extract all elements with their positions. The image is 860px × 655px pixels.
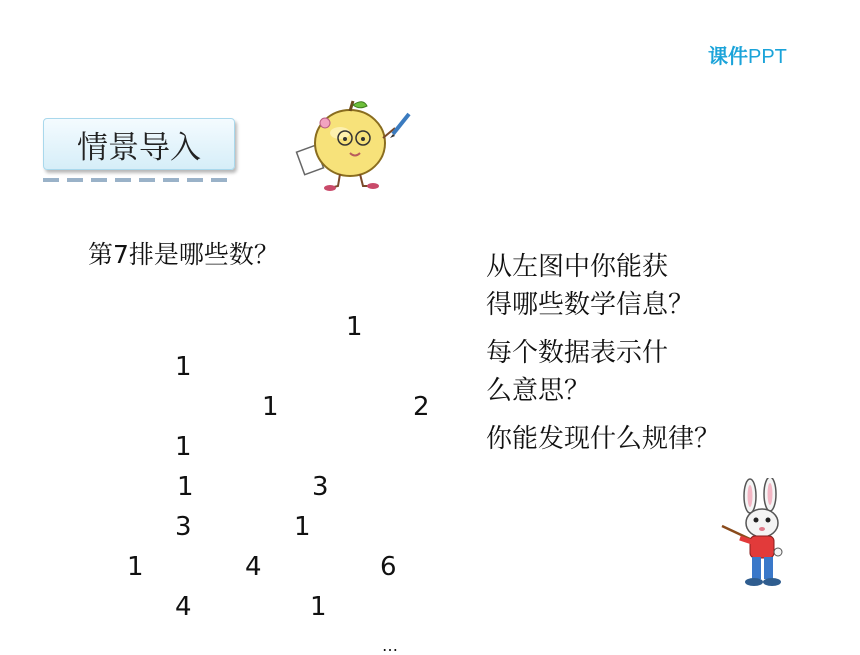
triangle-number: 3 — [312, 472, 329, 502]
apple-character-icon — [295, 98, 420, 193]
triangle-number: 1 — [175, 352, 192, 382]
continuation-dots: … — [382, 636, 399, 655]
brand-logo-bold: 课件 — [708, 46, 748, 68]
triangle-number: 6 — [380, 552, 397, 582]
prompt-math-info: 从左图中你能获 得哪些数学信息？ — [486, 252, 695, 320]
triangle-number: 1 — [262, 392, 279, 422]
triangle-number: 1 — [346, 312, 363, 342]
brand-logo — [708, 40, 787, 69]
section-divider — [43, 178, 235, 182]
triangle-number: 1 — [175, 432, 192, 462]
triangle-number: 2 — [413, 392, 430, 422]
triangle-number: 1 — [127, 552, 144, 582]
triangle-number: 1 — [310, 592, 327, 622]
triangle-number: 1 — [294, 512, 311, 542]
section-title: 情景导入 — [43, 118, 235, 170]
rabbit-teacher-icon — [720, 478, 805, 593]
triangle-number: 4 — [245, 552, 262, 582]
triangle-number: 1 — [177, 472, 194, 502]
triangle-number: 4 — [175, 592, 192, 622]
prompt-find-pattern: 你能发现什么规律？ — [486, 424, 721, 454]
discussion-prompts — [486, 248, 806, 468]
triangle-number: 3 — [175, 512, 192, 542]
brand-logo-rest: PPT — [748, 46, 787, 68]
question-text: 第7排是哪些数？ — [88, 240, 279, 269]
prompt-data-meaning: 每个数据表示什 么意思？ — [486, 338, 669, 406]
